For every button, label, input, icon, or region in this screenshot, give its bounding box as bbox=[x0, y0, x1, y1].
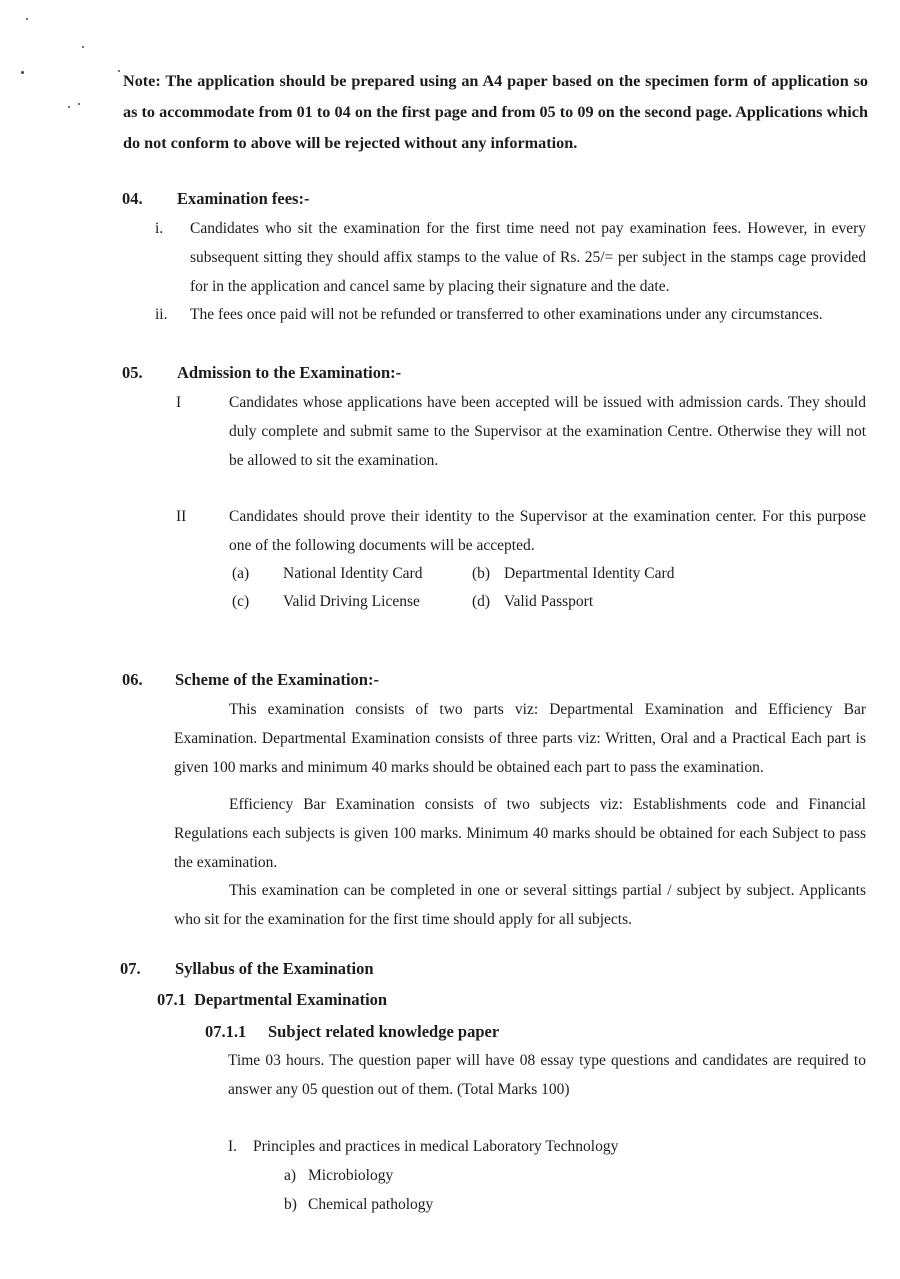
scan-speck bbox=[78, 103, 80, 105]
list-marker: I bbox=[176, 394, 182, 411]
section-07-number: 07. bbox=[120, 959, 141, 978]
subsection-heading: 07.1 Departmental Examination bbox=[157, 990, 388, 1009]
list-item: Candidates who sit the examination for the first time need not pay examination fees. However, in every subsequent sitting they should affix stamps to the value of Rs. 25/= per subject in the stamps cage provided for in the application and cancel same by placing their signature and the date. bbox=[190, 220, 866, 295]
list-item: Candidates whose applications have been accepted will be issued with admission cards. They should duly complete and submit same to the Supervisor at the examination Centre. Otherwise they will not be allowed to sit the examination. bbox=[229, 394, 866, 469]
scan-speck bbox=[118, 70, 120, 72]
document-item: Departmental Identity Card bbox=[504, 565, 675, 582]
section-04-number: 04. bbox=[122, 189, 143, 208]
document-marker: (c) bbox=[232, 593, 250, 610]
section-05-title: Admission to the Examination:- bbox=[177, 363, 402, 382]
section-07-title: Syllabus of the Examination bbox=[175, 959, 374, 978]
scheme-paragraph: Efficiency Bar Examination consists of two subjects viz: Establishments code and Financial Regulations each subjects is given 100 marks. Minimum 40 marks should be obtained for each Subject to pass the examination. bbox=[174, 796, 866, 871]
scan-speck bbox=[82, 46, 84, 48]
scheme-paragraph: This examination can be completed in one or several sittings partial / subject by subject. Applicants who sit for the examination for the first time should apply for all subjects. bbox=[174, 882, 866, 928]
list-marker: b) bbox=[284, 1196, 297, 1213]
list-item: The fees once paid will not be refunded or transferred to other examinations under any circumstances. bbox=[190, 306, 823, 323]
list-marker: i. bbox=[155, 220, 164, 237]
section-05-number: 05. bbox=[122, 363, 143, 382]
list-marker: II bbox=[176, 508, 187, 525]
scheme-paragraph: This examination consists of two parts viz: Departmental Examination and Efficiency Bar Examination. Departmental Examination consists of three parts viz: Written, Oral and a Practical Each part is given 100 marks and minimum 40 marks should be obtained each part to pass the examination. bbox=[174, 701, 866, 776]
document-item: National Identity Card bbox=[283, 565, 423, 582]
document-marker: (b) bbox=[472, 565, 491, 582]
scan-speck bbox=[26, 18, 28, 20]
scan-speck bbox=[68, 106, 70, 108]
list-item: Principles and practices in medical Laboratory Technology bbox=[253, 1138, 619, 1155]
section-06-title: Scheme of the Examination:- bbox=[175, 670, 379, 689]
document-marker: (a) bbox=[232, 565, 250, 582]
document-marker: (d) bbox=[472, 593, 491, 610]
scan-speck bbox=[21, 71, 24, 74]
application-note: Note: The application should be prepared using an A4 paper based on the specimen form of application so as to accommodate from 01 to 04 on the first page and from 05 to 09 on the second page. Applications which do not conform to above will be rejected without any information. bbox=[123, 72, 868, 152]
list-item: Microbiology bbox=[308, 1167, 394, 1184]
list-item: Chemical pathology bbox=[308, 1196, 434, 1213]
document-item: Valid Passport bbox=[504, 593, 594, 610]
section-06-number: 06. bbox=[122, 670, 143, 689]
list-marker: a) bbox=[284, 1167, 297, 1184]
list-marker: ii. bbox=[155, 306, 168, 323]
subsubsection-number: 07.1.1 bbox=[205, 1022, 247, 1041]
document-item: Valid Driving License bbox=[283, 593, 420, 610]
list-marker: I. bbox=[228, 1138, 238, 1155]
syllabus-paragraph: Time 03 hours. The question paper will have 08 essay type questions and candidates are required to answer any 05 question out of them. (Total Marks 100) bbox=[228, 1052, 866, 1098]
section-04-title: Examination fees:- bbox=[177, 189, 310, 208]
subsubsection-title: Subject related knowledge paper bbox=[268, 1022, 500, 1041]
list-item: Candidates should prove their identity to the Supervisor at the examination center. For this purpose one of the following documents will be accepted. bbox=[229, 508, 866, 554]
